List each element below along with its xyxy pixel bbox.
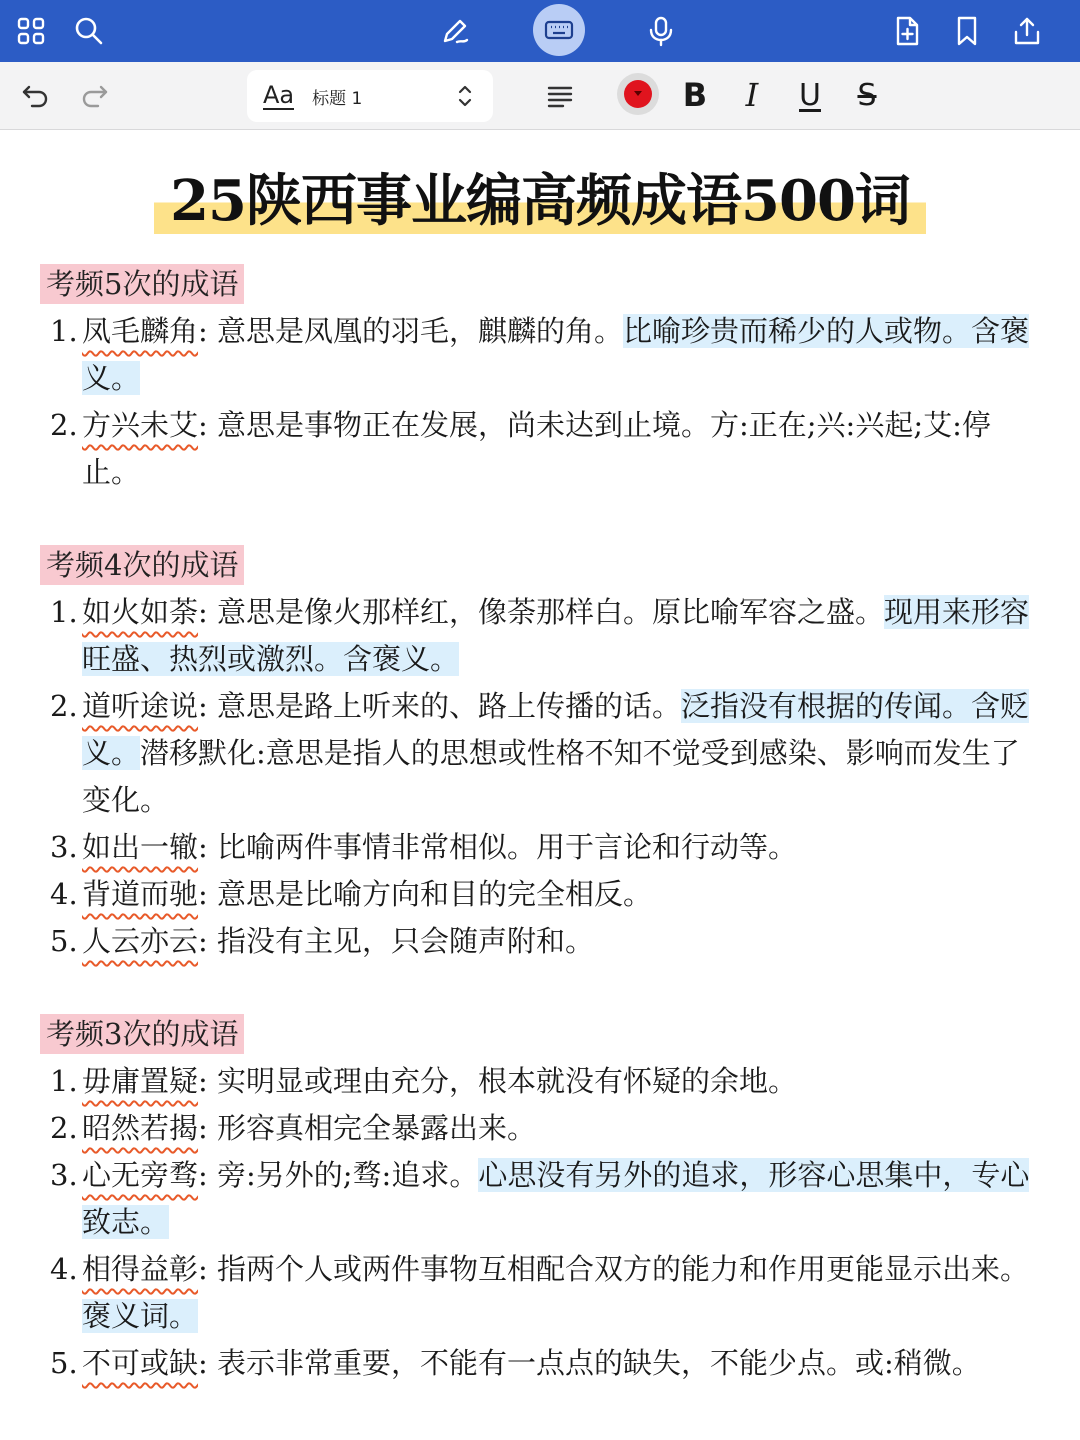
redo-icon[interactable] bbox=[74, 75, 116, 117]
section-heading: 考频4次的成语 bbox=[40, 545, 244, 585]
term-separator: : bbox=[198, 1158, 208, 1192]
list-item bbox=[50, 1105, 1045, 1152]
list-item bbox=[50, 1340, 1045, 1387]
item-number: 1. bbox=[50, 595, 78, 629]
highlighted-text: 比喻珍贵而稀少的人或物。含褒义。 bbox=[82, 314, 1030, 395]
list-item bbox=[50, 871, 1045, 918]
section-heading: 考频3次的成语 bbox=[40, 1014, 244, 1054]
item-text: 实明显或理由充分，根本就没有怀疑的余地。 bbox=[217, 1064, 798, 1098]
search-icon[interactable] bbox=[66, 8, 112, 54]
item-text: 指没有主见，只会随声附和。 bbox=[217, 924, 595, 958]
align-left-icon[interactable] bbox=[539, 75, 581, 117]
item-text: 意思是路上听来的、路上传播的话。 bbox=[217, 689, 682, 723]
chevron-updown-icon bbox=[453, 83, 477, 109]
item-text: 旁:另外的;骛:追求。 bbox=[217, 1158, 479, 1192]
pen-icon[interactable] bbox=[432, 8, 478, 54]
item-text: 表示非常重要，不能有一点点的缺失，不能少点。或:稍微。 bbox=[217, 1346, 981, 1380]
bold-button[interactable]: B bbox=[682, 76, 708, 114]
term-separator: : bbox=[198, 1346, 208, 1380]
list-item bbox=[50, 589, 1045, 683]
list-item bbox=[50, 402, 1045, 496]
idiom-term: 背道而驰 bbox=[82, 877, 199, 911]
term-separator: : bbox=[198, 1111, 208, 1145]
item-extra-text: 潜移默化:意思是指人的思想或性格不知不觉受到感染、影响而发生了变化。 bbox=[82, 736, 1020, 817]
highlighted-text: 褒义词。 bbox=[82, 1299, 199, 1333]
idiom-term: 如火如荼 bbox=[82, 595, 199, 629]
item-text: 指两个人或两件事物互相配合双方的能力和作用更能显示出来。 bbox=[217, 1252, 1030, 1286]
idiom-term: 凤毛麟角 bbox=[82, 314, 199, 348]
idiom-term: 如出一辙 bbox=[82, 830, 199, 864]
idiom-term: 心无旁骛 bbox=[82, 1158, 199, 1192]
apps-grid-icon[interactable] bbox=[8, 8, 54, 54]
term-separator: : bbox=[198, 595, 208, 629]
text-color-button[interactable] bbox=[617, 73, 659, 115]
strikethrough-button[interactable]: S bbox=[857, 77, 877, 113]
microphone-icon[interactable] bbox=[638, 8, 684, 54]
item-number: 2. bbox=[50, 1111, 78, 1145]
idiom-term: 相得益彰 bbox=[82, 1252, 199, 1286]
item-number: 2. bbox=[50, 408, 78, 442]
item-text: 比喻两件事情非常相似。用于言论和行动等。 bbox=[217, 830, 798, 864]
item-number: 3. bbox=[50, 1158, 78, 1192]
idiom-term: 不可或缺 bbox=[82, 1346, 199, 1380]
item-text: 意思是像火那样红，像荼那样白。原比喻军容之盛。 bbox=[217, 595, 885, 629]
item-number: 1. bbox=[50, 1064, 78, 1098]
list-item bbox=[50, 1246, 1045, 1340]
list-item bbox=[50, 683, 1045, 824]
share-icon[interactable] bbox=[1004, 8, 1050, 54]
term-separator: : bbox=[198, 924, 208, 958]
item-number: 1. bbox=[50, 314, 78, 348]
list-item bbox=[50, 308, 1045, 402]
idiom-term: 人云亦云 bbox=[82, 924, 199, 958]
underline-button[interactable]: U bbox=[799, 77, 821, 113]
idiom-term: 道听途说 bbox=[82, 689, 199, 723]
item-number: 4. bbox=[50, 1252, 78, 1286]
document-page[interactable] bbox=[0, 131, 1080, 1440]
idiom-term: 毋庸置疑 bbox=[82, 1064, 199, 1098]
term-separator: : bbox=[198, 1252, 208, 1286]
item-text: 意思是凤凰的羽毛，麒麟的角。 bbox=[217, 314, 624, 348]
format-toolbar bbox=[0, 62, 1080, 130]
item-text: 形容真相完全暴露出来。 bbox=[217, 1111, 537, 1145]
term-separator: : bbox=[198, 877, 208, 911]
document-title: 25陕西事业编高频成语500词 bbox=[154, 165, 926, 237]
item-number: 2. bbox=[50, 689, 78, 723]
idiom-term: 方兴未艾 bbox=[82, 408, 199, 442]
term-separator: : bbox=[198, 314, 208, 348]
bookmark-icon[interactable] bbox=[944, 8, 990, 54]
keyboard-icon bbox=[543, 14, 575, 46]
undo-icon[interactable] bbox=[14, 75, 56, 117]
item-number: 3. bbox=[50, 830, 78, 864]
section-heading: 考频5次的成语 bbox=[40, 264, 244, 304]
term-separator: : bbox=[198, 408, 208, 442]
highlighted-text: 泛指没有根据的传闻。含贬义。 bbox=[82, 689, 1030, 770]
list-item bbox=[50, 1058, 1045, 1105]
item-text: 意思是事物正在发展，尚未达到止境。方:正在;兴:兴起;艾:停止。 bbox=[82, 408, 991, 489]
keyboard-button[interactable] bbox=[533, 4, 585, 56]
list-item bbox=[50, 824, 1045, 871]
item-number: 5. bbox=[50, 924, 78, 958]
add-page-icon[interactable] bbox=[884, 8, 930, 54]
style-preview: Aa bbox=[263, 81, 295, 109]
highlighted-text: 心思没有另外的追求，形容心思集中，专心致志。 bbox=[82, 1158, 1030, 1239]
term-separator: : bbox=[198, 1064, 208, 1098]
paragraph-style-select[interactable] bbox=[247, 70, 493, 122]
highlighted-text: 现用来形容旺盛、热烈或激烈。含褒义。 bbox=[82, 595, 1030, 676]
list-item bbox=[50, 918, 1045, 965]
item-text: 意思是比喻方向和目的完全相反。 bbox=[217, 877, 653, 911]
term-separator: : bbox=[198, 689, 208, 723]
italic-button[interactable]: I bbox=[745, 76, 759, 114]
idiom-term: 昭然若揭 bbox=[82, 1111, 199, 1145]
term-separator: : bbox=[198, 830, 208, 864]
list-item bbox=[50, 1152, 1045, 1246]
text-color-swatch bbox=[624, 80, 652, 108]
item-number: 4. bbox=[50, 877, 78, 911]
item-number: 5. bbox=[50, 1346, 78, 1380]
top-app-bar bbox=[0, 0, 1080, 62]
style-name: 标题 1 bbox=[312, 88, 363, 109]
